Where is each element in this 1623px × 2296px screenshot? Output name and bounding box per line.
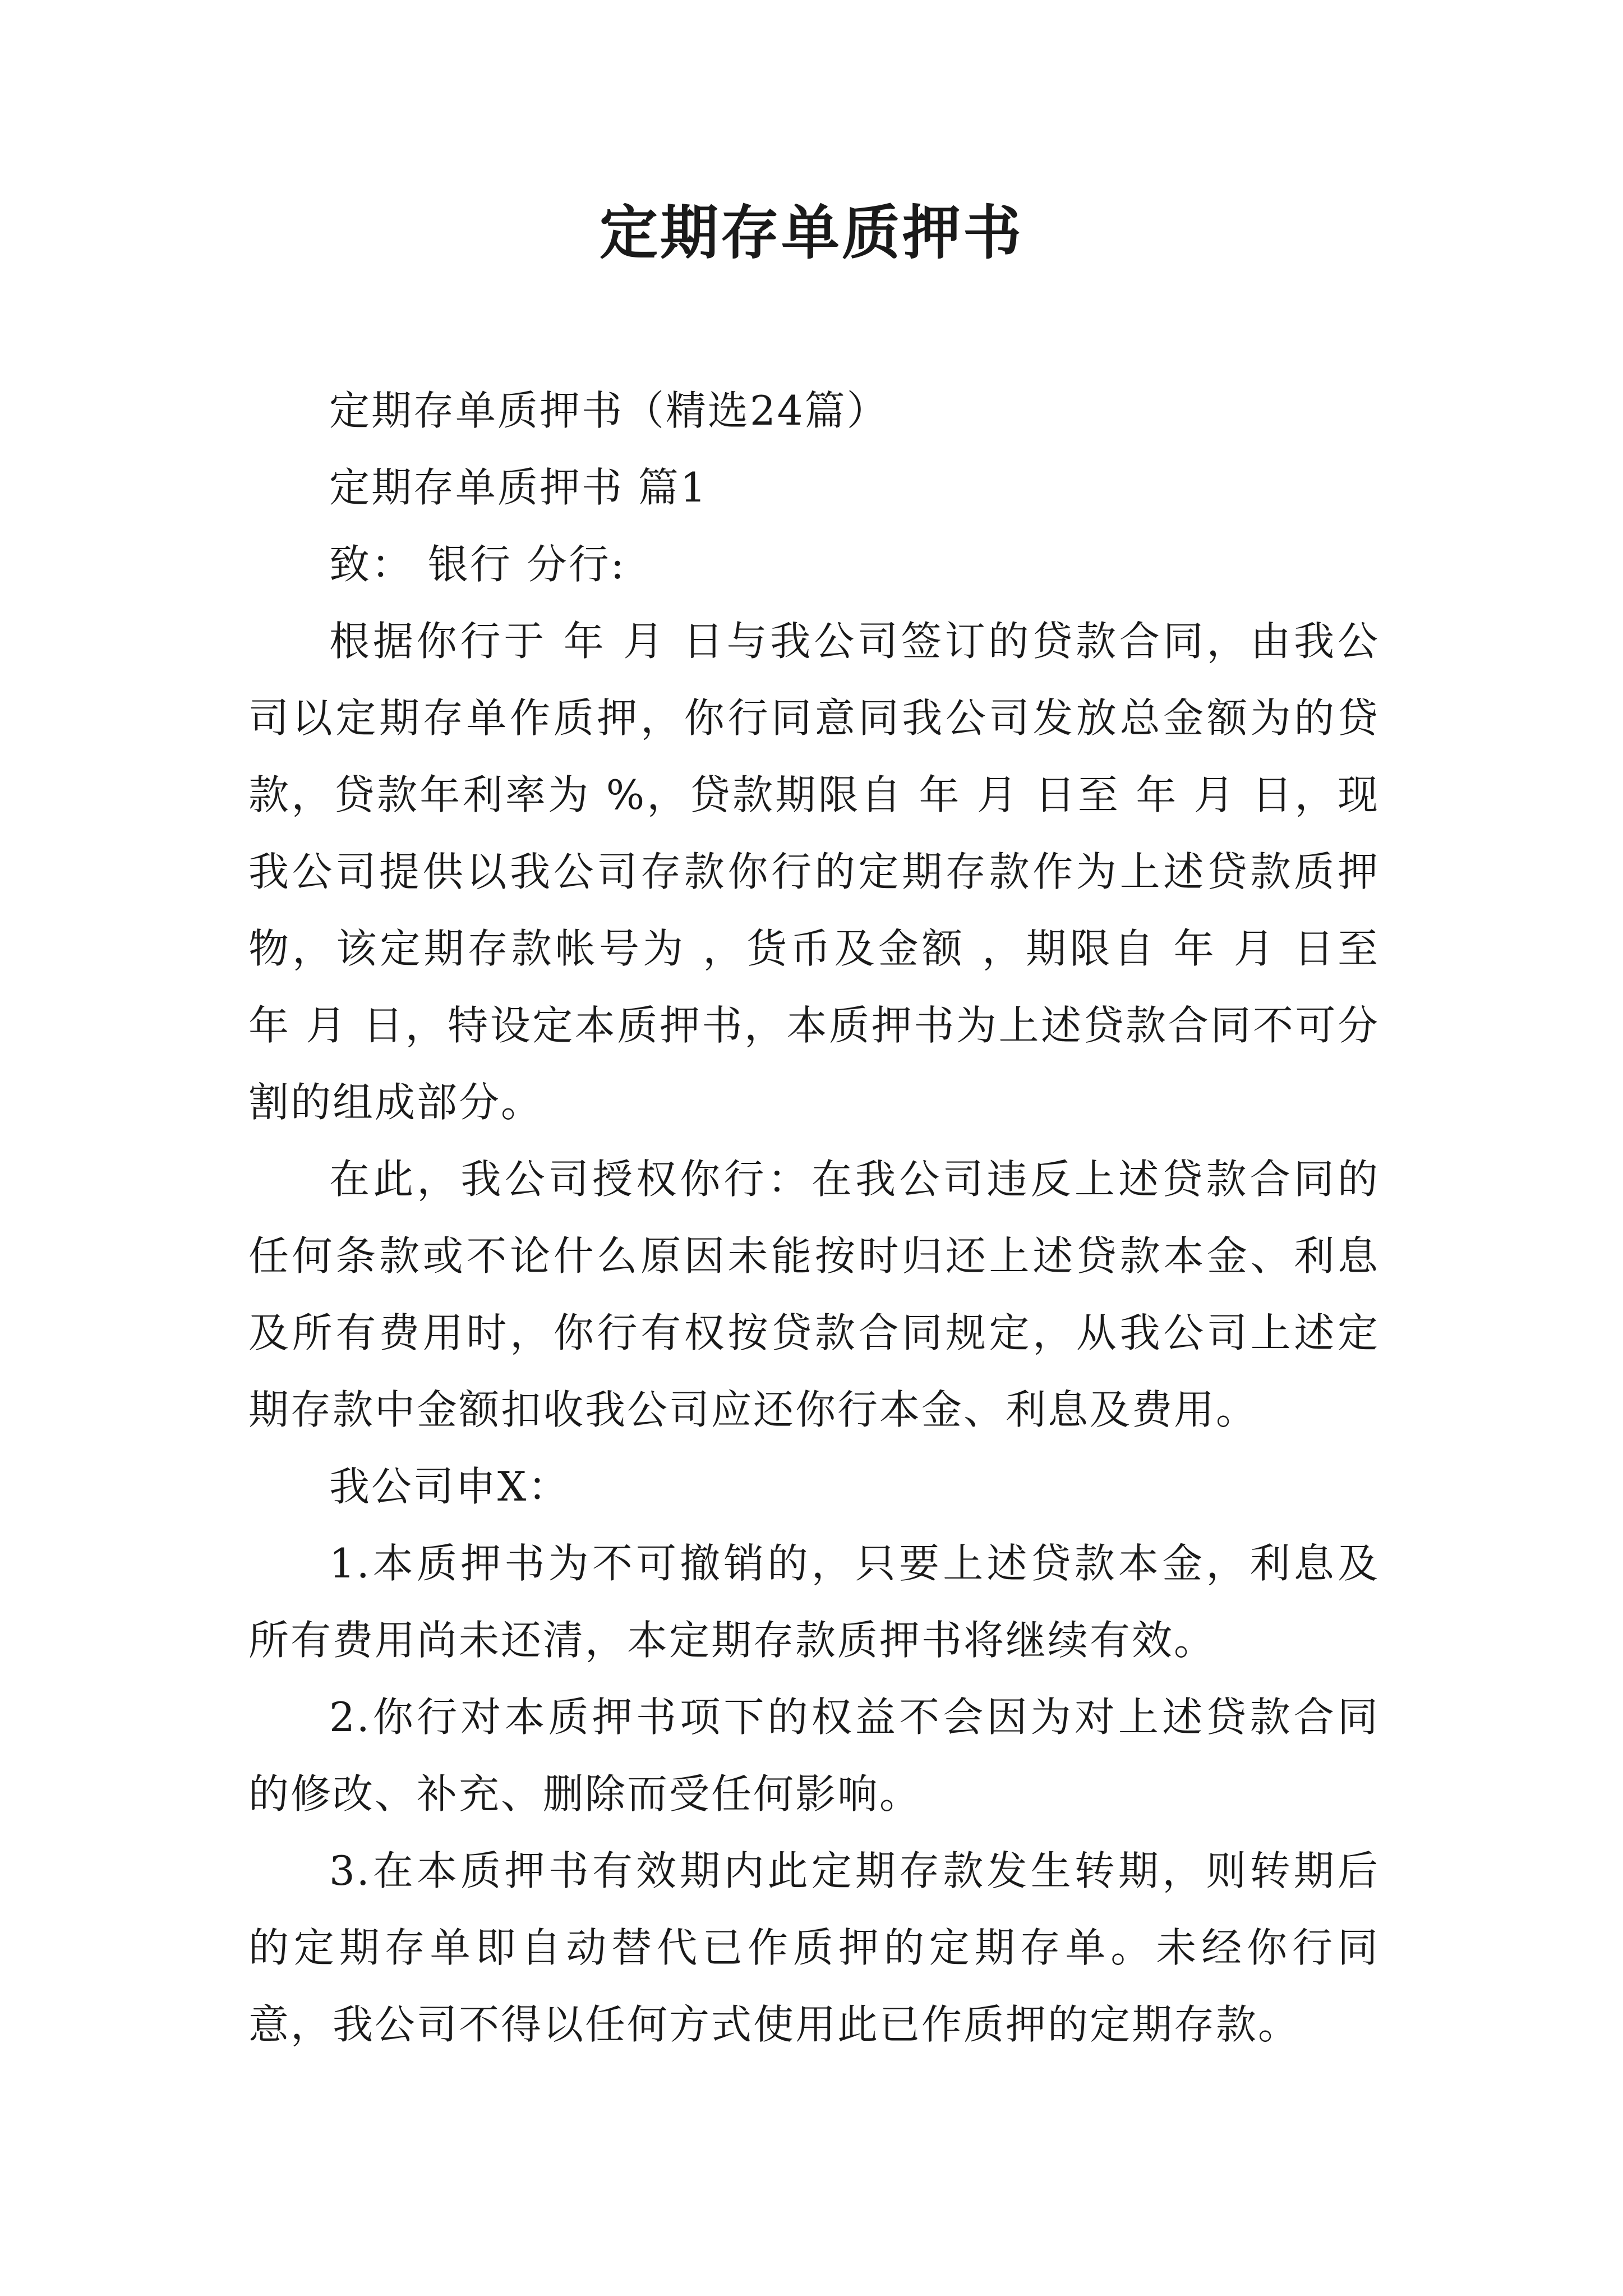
list-item-paragraph: 2.你行对本质押书项下的权益不会因为对上述贷款合同的修改、补充、删除而受任何影响。 xyxy=(248,1694,1380,1818)
document-title: 定期存单质押书 xyxy=(599,198,1023,267)
body-paragraph: 我公司申X： xyxy=(329,1463,570,1510)
list-item-paragraph: 3.在本质押书有效期内此定期存款发生转期，则转期后的定期存单即自动替代已作质押的定期存单。未经你行同意，我公司不得以任何方式使用此已作质押的定期存款。 xyxy=(248,1847,1380,2048)
body-paragraph: 根据你行于 年 月 日与我公司签订的贷款合同，由我公司以定期存单作质押，你行同意同我公司发放总金额为的贷款，贷款年利率为 %，贷款期限自 年 月 日至 年 月 日，现我公司提供以我公司存款你行的定期存款作为上述贷款质押物，该定期存款帐号为 ，货币及金额 ，期限自 年 月 日至 年 月 日，特设定本质押书，本质押书为上述贷款合同不可分割的组成部分。 xyxy=(248,618,1380,1126)
salutation-paragraph: 致： 银行 分行: xyxy=(329,541,626,588)
list-item-paragraph: 1.本质押书为不可撤销的，只要上述贷款本金，利息及所有费用尚未还清，本定期存款质押书将继续有效。 xyxy=(248,1540,1380,1664)
document-body xyxy=(248,372,1380,2063)
section-heading: 定期存单质押书 篇1 xyxy=(329,464,708,511)
subtitle-paragraph: 定期存单质押书（精选24篇） xyxy=(329,387,889,434)
body-paragraph: 在此，我公司授权你行：在我公司违反上述贷款合同的任何条款或不论什么原因未能按时归还上述贷款本金、利息及所有费用时，你行有权按贷款合同规定，从我公司上述定期存款中金额扣收我公司应还你行本金、利息及费用。 xyxy=(248,1156,1380,1433)
